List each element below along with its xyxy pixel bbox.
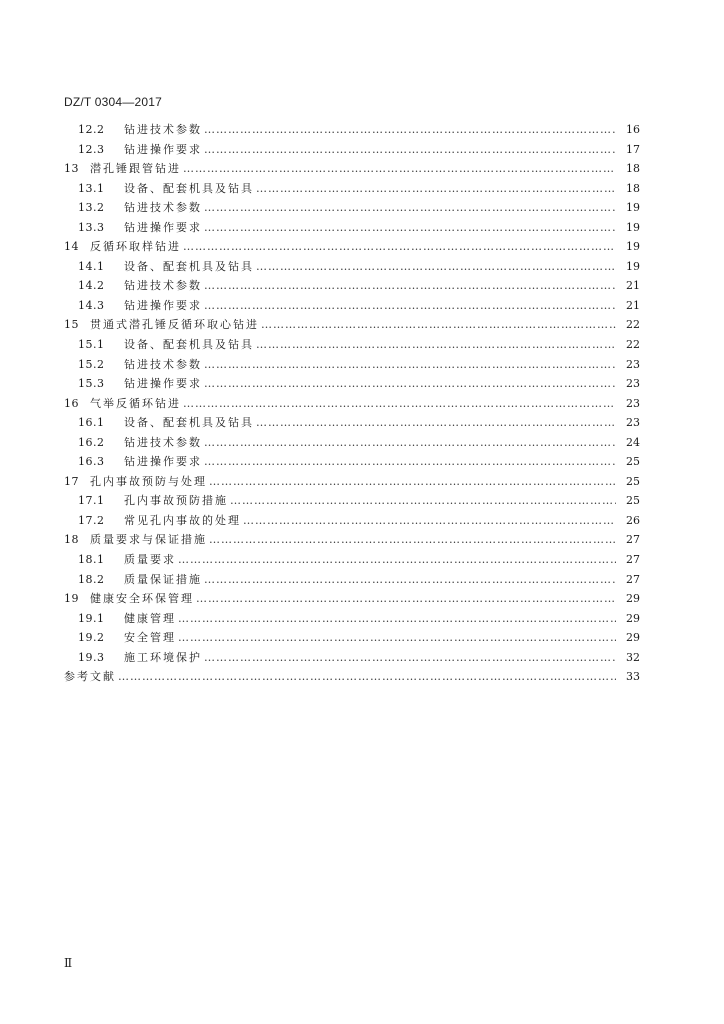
toc-entry-title: 钻进技术参数 <box>124 123 202 136</box>
toc-dot-leader <box>204 374 616 394</box>
toc-entry-page: 22 <box>626 338 640 352</box>
toc-entry-number: 19.3 <box>78 650 105 664</box>
toc-entry[interactable] <box>64 257 640 277</box>
toc-entry[interactable] <box>64 530 640 550</box>
toc-entry-page: 29 <box>626 631 640 645</box>
toc-dot-leader <box>209 530 616 550</box>
toc-entry-title: 质量保证措施 <box>124 572 202 586</box>
toc-entry-title: 钻进操作要求 <box>124 455 202 469</box>
toc-entry-number: 12.2 <box>78 123 105 136</box>
toc-entry-page: 19 <box>626 240 640 254</box>
page-number: Ⅱ <box>64 956 73 970</box>
toc-entry-page: 33 <box>626 670 640 684</box>
toc-entry-title: 设备、配套机具及钻具 <box>124 416 254 430</box>
toc-dot-leader <box>183 394 616 414</box>
toc-entry-page: 27 <box>626 553 640 567</box>
toc-entry-page: 29 <box>626 592 640 606</box>
toc-entry-number: 16.2 <box>78 435 105 449</box>
toc-entry-number: 14.1 <box>78 259 105 273</box>
toc-dot-leader <box>261 315 616 335</box>
toc-entry-page: 22 <box>626 318 640 332</box>
toc-dot-leader <box>256 257 616 277</box>
toc-entry-number: 18.2 <box>78 572 105 586</box>
toc-entry-number: 14.3 <box>78 298 105 312</box>
toc-entry[interactable] <box>64 394 640 414</box>
toc-entry[interactable] <box>64 452 640 472</box>
toc-entry-title: 参考文献 <box>64 670 116 684</box>
toc-entry-title: 钻进技术参数 <box>124 435 202 449</box>
toc-entry-title: 健康安全环保管理 <box>90 592 194 606</box>
toc-entry-number: 17.1 <box>78 494 105 508</box>
toc-entry-title: 气举反循环钻进 <box>90 396 181 410</box>
toc-entry-page: 25 <box>626 474 640 488</box>
toc-entry-number: 19.1 <box>78 611 105 625</box>
toc-entry-page: 25 <box>626 455 640 469</box>
toc-entry-number: 14 <box>64 240 79 254</box>
toc-entry-title: 钻进操作要求 <box>124 298 202 312</box>
toc-entry-number: 13.2 <box>78 201 105 215</box>
toc-dot-leader <box>204 570 616 590</box>
toc-entry[interactable] <box>64 335 640 355</box>
toc-dot-leader <box>204 140 616 160</box>
toc-entry[interactable] <box>64 609 640 629</box>
toc-dot-leader <box>183 159 616 179</box>
toc-entry[interactable] <box>64 648 640 668</box>
toc-entry-number: 16.3 <box>78 455 105 469</box>
toc-entry[interactable] <box>64 433 640 453</box>
toc-entry-page: 23 <box>626 396 640 410</box>
toc-entry-page: 23 <box>626 416 640 430</box>
toc-entry-title: 质量要求 <box>124 553 176 567</box>
toc-entry-title: 钻进技术参数 <box>124 279 202 293</box>
toc-entry-number: 13 <box>64 162 79 176</box>
toc-entry-title: 施工环境保护 <box>124 650 202 664</box>
toc-entry-page: 26 <box>626 513 640 527</box>
toc-entry-title: 反循环取样钻进 <box>90 240 181 254</box>
toc-dot-leader <box>118 667 616 687</box>
toc-entry-number: 15 <box>64 318 79 332</box>
toc-entry-title: 钻进技术参数 <box>124 201 202 215</box>
toc-entry-number: 13.3 <box>78 220 105 234</box>
toc-entry-number: 14.2 <box>78 279 105 293</box>
toc-entry-page: 19 <box>626 220 640 234</box>
toc-entry[interactable] <box>64 179 640 199</box>
toc-entry-title: 钻进操作要求 <box>124 142 202 156</box>
toc-entry-title: 质量要求与保证措施 <box>90 533 207 547</box>
toc-entry-title: 设备、配套机具及钻具 <box>124 181 254 195</box>
toc-entry-page: 23 <box>626 357 640 371</box>
toc-dot-leader <box>204 452 616 472</box>
toc-entry-page: 27 <box>626 533 640 547</box>
toc-entry-number: 16.1 <box>78 416 105 430</box>
toc-entry[interactable] <box>64 296 640 316</box>
toc-dot-leader <box>243 511 616 531</box>
toc-entry-number: 12.3 <box>78 142 105 156</box>
toc-entry-title: 设备、配套机具及钻具 <box>124 338 254 352</box>
toc-entry-title: 常见孔内事故的处理 <box>124 513 241 527</box>
toc-entry-page: 17 <box>626 142 640 156</box>
toc-dot-leader <box>204 433 616 453</box>
toc-entry-title: 钻进技术参数 <box>124 357 202 371</box>
toc-entry-page: 18 <box>626 181 640 195</box>
toc-entry-page: 23 <box>626 377 640 391</box>
toc-dot-leader <box>204 648 616 668</box>
toc-entry-number: 17.2 <box>78 513 105 527</box>
toc-entry-page: 16 <box>626 123 640 136</box>
toc-entry-page: 19 <box>626 201 640 215</box>
toc-entry[interactable] <box>64 374 640 394</box>
toc-entry-number: 15.3 <box>78 377 105 391</box>
toc-entry[interactable] <box>64 570 640 590</box>
toc-dot-leader <box>183 237 616 257</box>
toc-entry[interactable] <box>64 198 640 218</box>
toc-entry-number: 16 <box>64 396 79 410</box>
toc-dot-leader <box>204 120 616 140</box>
toc-entry-number: 19 <box>64 592 79 606</box>
table-of-contents <box>64 120 640 687</box>
toc-entry-page: 21 <box>626 279 640 293</box>
toc-entry[interactable] <box>64 491 640 511</box>
toc-entry-page: 24 <box>626 435 640 449</box>
toc-dot-leader <box>204 198 616 218</box>
standard-code: DZ/T 0304—2017 <box>64 95 162 109</box>
toc-entry[interactable] <box>64 472 640 492</box>
toc-entry-title: 安全管理 <box>124 631 176 645</box>
toc-dot-leader <box>230 491 616 511</box>
toc-entry-number: 15.2 <box>78 357 105 371</box>
toc-entry[interactable] <box>64 218 640 238</box>
toc-entry-number: 18 <box>64 533 79 547</box>
toc-entry-page: 29 <box>626 611 640 625</box>
toc-entry-number: 18.1 <box>78 553 105 567</box>
toc-entry-page: 32 <box>626 650 640 664</box>
toc-entry-title: 钻进操作要求 <box>124 377 202 391</box>
toc-entry-title: 设备、配套机具及钻具 <box>124 259 254 273</box>
toc-entry[interactable] <box>64 140 640 160</box>
toc-dot-leader <box>178 609 616 629</box>
toc-dot-leader <box>204 296 616 316</box>
toc-entry-number: 17 <box>64 474 79 488</box>
toc-dot-leader <box>178 550 616 570</box>
toc-dot-leader <box>178 628 616 648</box>
toc-entry[interactable] <box>64 511 640 531</box>
toc-entry[interactable] <box>64 237 640 257</box>
toc-entry[interactable] <box>64 276 640 296</box>
toc-entry-number: 13.1 <box>78 181 105 195</box>
toc-entry-page: 25 <box>626 494 640 508</box>
toc-entry[interactable] <box>64 315 640 335</box>
toc-dot-leader <box>256 179 616 199</box>
toc-dot-leader <box>204 218 616 238</box>
toc-entry-title: 孔内事故预防措施 <box>124 494 228 508</box>
toc-dot-leader <box>204 355 616 375</box>
toc-entry-page: 18 <box>626 162 640 176</box>
toc-entry-page: 27 <box>626 572 640 586</box>
toc-entry[interactable] <box>64 120 640 140</box>
toc-entry-page: 19 <box>626 259 640 273</box>
toc-entry-title: 贯通式潜孔锤反循环取心钻进 <box>90 318 259 332</box>
toc-dot-leader <box>204 276 616 296</box>
toc-dot-leader <box>209 472 616 492</box>
toc-dot-leader <box>256 335 616 355</box>
toc-entry[interactable] <box>64 159 640 179</box>
toc-entry[interactable] <box>64 628 640 648</box>
toc-entry-number: 15.1 <box>78 338 105 352</box>
toc-entry-title: 健康管理 <box>124 611 176 625</box>
toc-entry-title: 钻进操作要求 <box>124 220 202 234</box>
toc-entry-page: 21 <box>626 298 640 312</box>
toc-entry[interactable] <box>64 667 640 687</box>
toc-entry-title: 潜孔锤跟管钻进 <box>90 162 181 176</box>
toc-entry[interactable] <box>64 589 640 609</box>
toc-entry[interactable] <box>64 355 640 375</box>
toc-dot-leader <box>256 413 616 433</box>
toc-entry-number: 19.2 <box>78 631 105 645</box>
toc-dot-leader <box>196 589 616 609</box>
toc-entry[interactable] <box>64 550 640 570</box>
toc-entry[interactable] <box>64 413 640 433</box>
toc-entry-title: 孔内事故预防与处理 <box>90 474 207 488</box>
